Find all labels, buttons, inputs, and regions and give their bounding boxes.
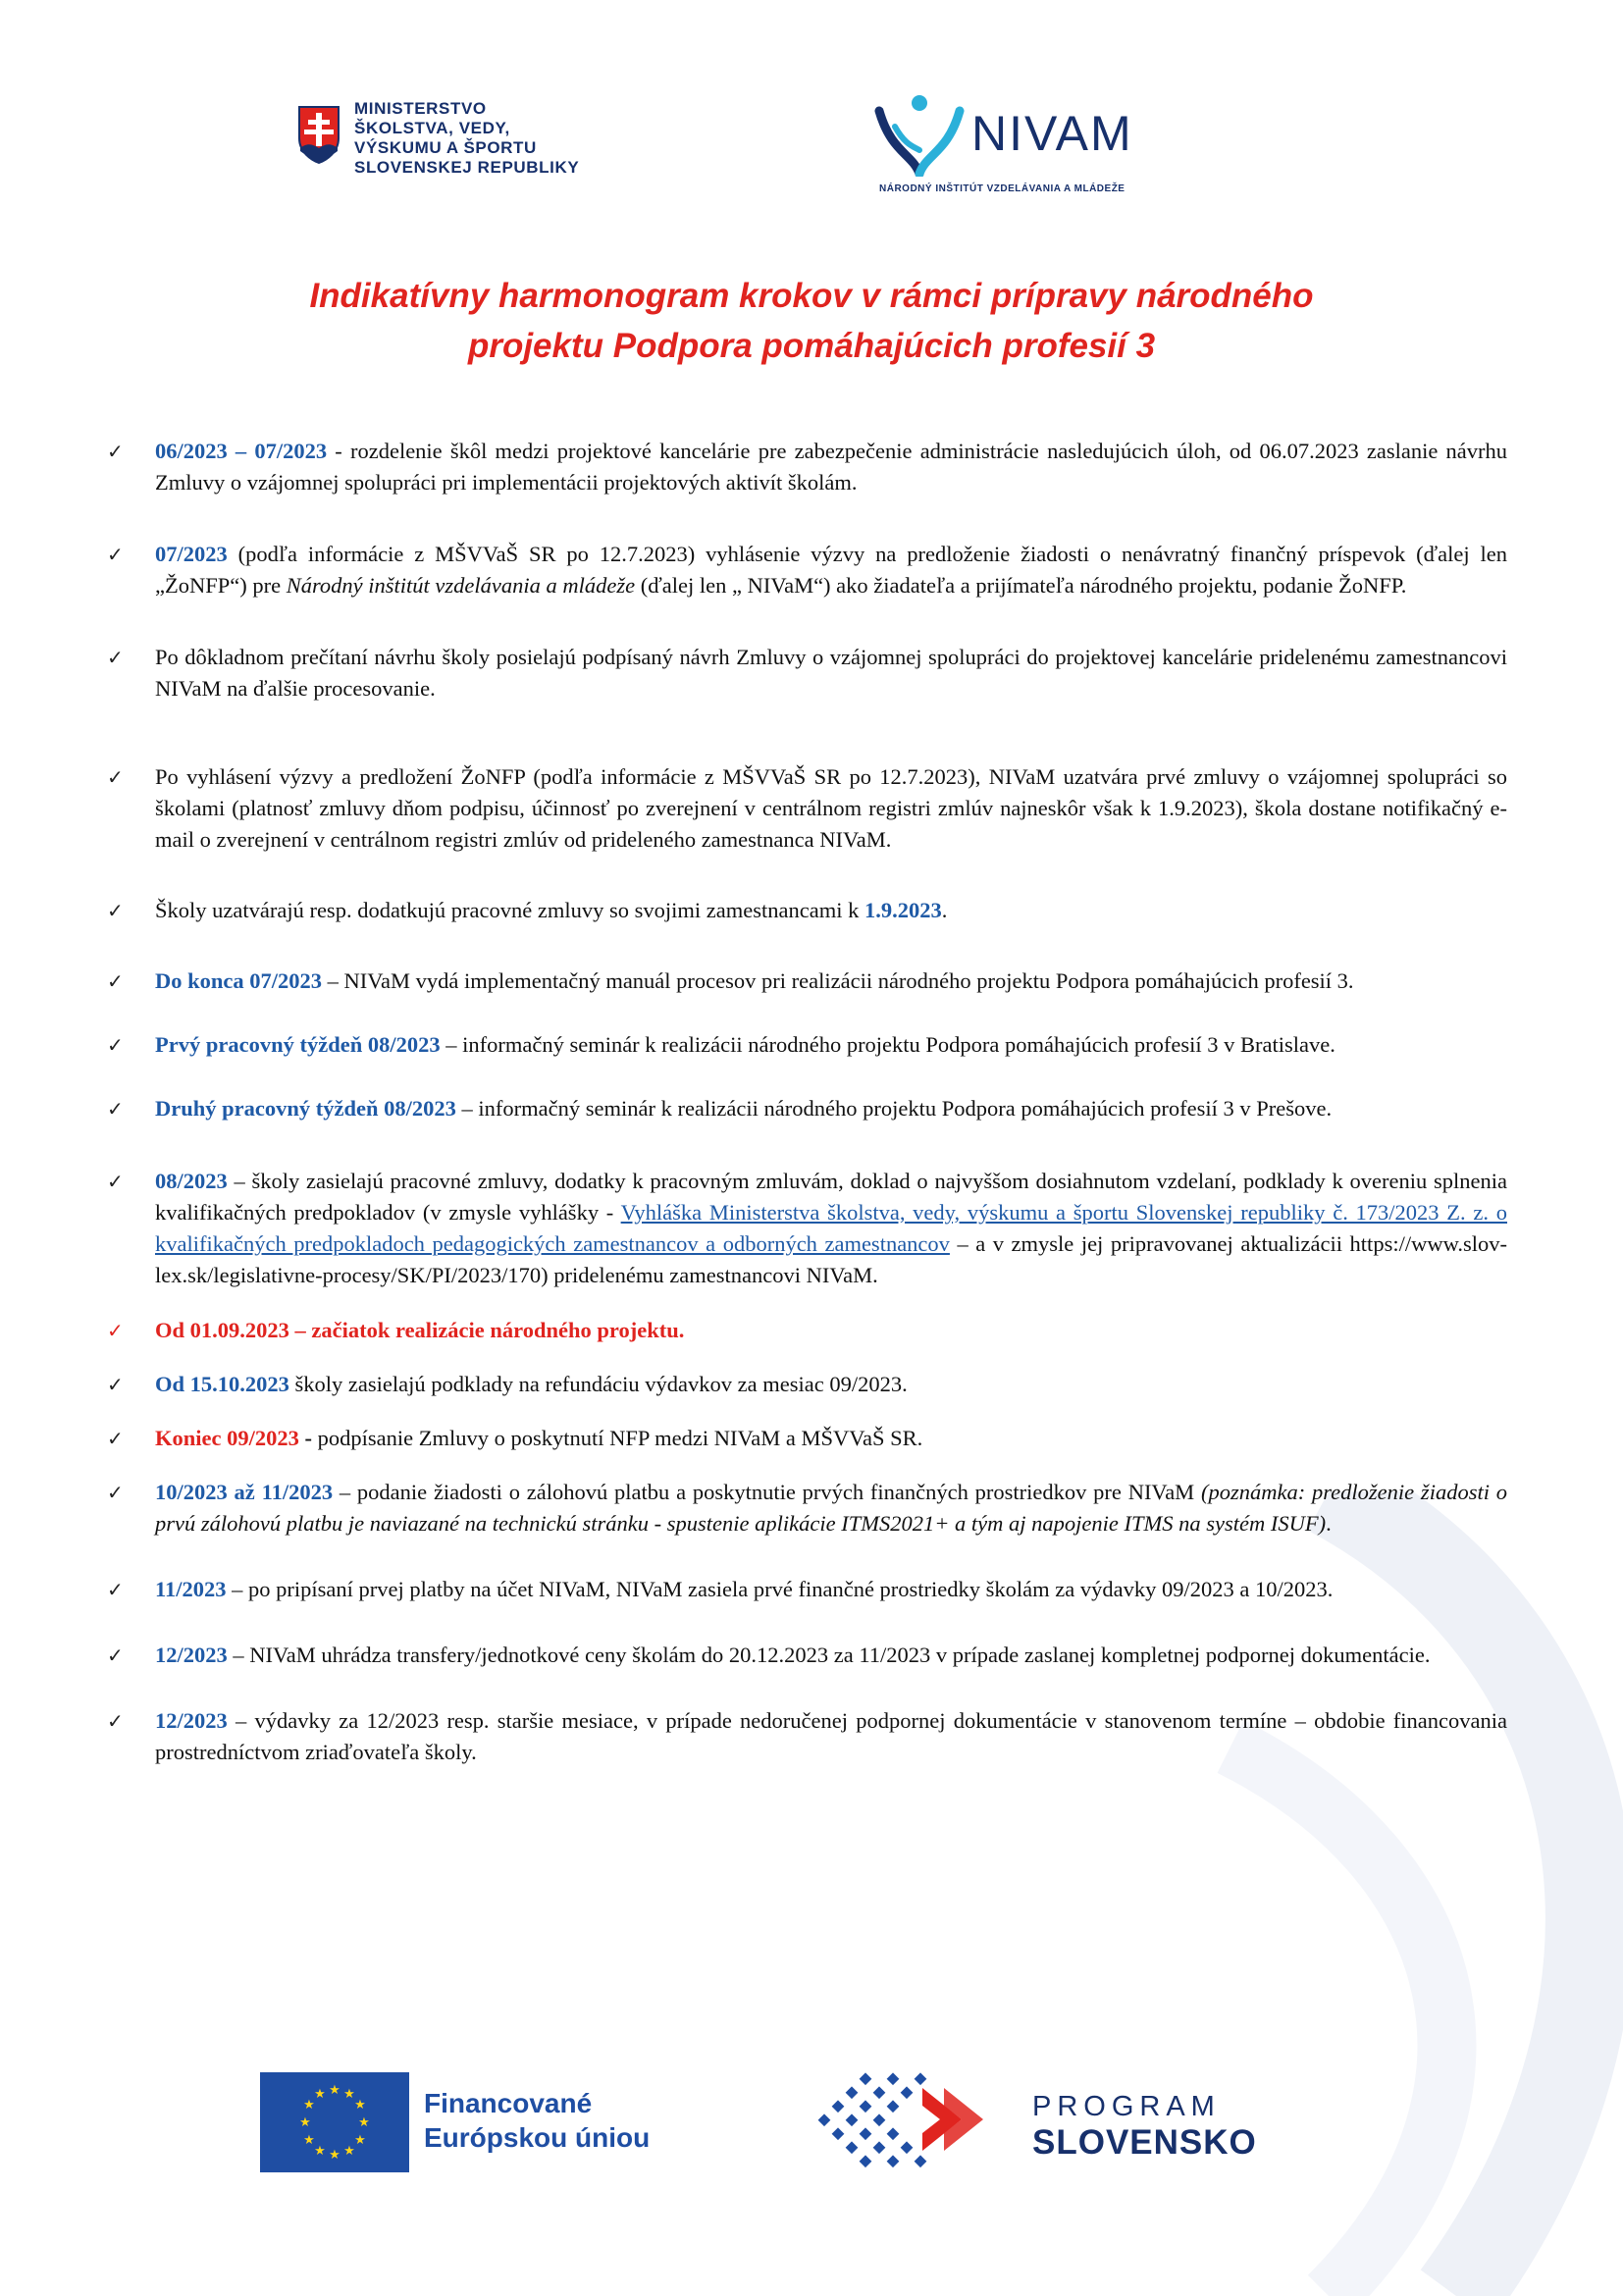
item-text: školy zasielajú podklady na refundáciu výdavkov za mesiac 09/2023. (288, 1372, 908, 1396)
item-text: - rozdelenie škôl medzi projektové kancelárie pre zabezpečenie administrácie nasledujúcich úloh, od 06.07.2023 zaslanie návrhu Zmluvy o vzájomnej spolupráci pri implementácii projektových aktivít školám. (155, 439, 1507, 495)
svg-text:★: ★ (343, 2087, 355, 2102)
svg-text:★: ★ (354, 2133, 366, 2148)
eu-text-line: Financované (424, 2088, 593, 2118)
item-text: (podľa informácie z MŠVVaŠ SR po 12.7.2023) vyhlásenie výzvy na predloženie žiadosti o nenávratný finančný príspevok (ďalej len „ŽoNFP“) pre (155, 542, 1507, 598)
item-date: Druhý pracovný týždeň 08/2023 (155, 1096, 456, 1121)
list-item (104, 1423, 1507, 1454)
item-date: 12/2023 (155, 1643, 228, 1667)
slovensko-text: SLOVENSKO (1032, 2123, 1257, 2162)
eu-text-line: Európskou úniou (424, 2122, 651, 2153)
item-text: – výdavky za 12/2023 resp. staršie mesiace, v prípade nedoručenej podpornej dokumentácie v stanovenom termíne – obdobie financovania prostredníctvom zriaďovateľa školy. (155, 1708, 1507, 1764)
item-date: 10/2023 až 11/2023 (155, 1480, 334, 1504)
item-date: Koniec 09/2023 (155, 1426, 299, 1450)
item-note-italic: (poznámka: predloženie žiadosti o prvú zálohovú platbu je naviazané na technickú stránku - spustenie aplikácie ITMS2021+ a tým aj napojenie ITMS na systém ISUF) (155, 1480, 1507, 1536)
program-text: PROGRAM (1032, 2091, 1221, 2122)
regulation-link[interactable]: Vyhláška Ministerstva školstva, vedy, výskumu a športu Slovenskej republiky č. 173/2023 Z. z. o kvalifikačných predpokladoch pedagogických zamestnancov a odborných zamestnancov (155, 1200, 1507, 1256)
svg-text:★: ★ (329, 2083, 340, 2098)
slovak-crest-icon (297, 105, 340, 164)
list-item (104, 761, 1507, 856)
nivam-logo (873, 93, 1187, 201)
svg-text:★: ★ (299, 2115, 311, 2130)
list-item (104, 1477, 1507, 1539)
svg-text:★: ★ (303, 2133, 315, 2148)
item-date: Prvý pracovný týždeň 08/2023 (155, 1032, 441, 1057)
page-footer (0, 2068, 1623, 2176)
list-item (104, 1369, 1507, 1400)
item-text-italic: Národný inštitút vzdelávania a mládeže (286, 573, 636, 598)
item-text: – školy zasielajú pracovné zmluvy, dodatky k pracovným zmluvám, doklad o najvyššom dosiahnutom vzdelaní, podklady k overeniu splnenia kvalifikačných predpokladov (v zmysle vyhlášky - (155, 1169, 1507, 1225)
check-icon: ✓ (107, 1644, 124, 1667)
check-icon: ✓ (107, 1033, 124, 1057)
list-item (104, 539, 1507, 601)
list-item (104, 1705, 1507, 1768)
page-title (147, 271, 1476, 371)
svg-text:★: ★ (303, 2098, 315, 2113)
item-text: (ďalej len „ NIVaM“) ako žiadateľa a prijímateľa národného projektu, podanie ŽoNFP. (635, 573, 1407, 598)
check-icon: ✓ (107, 1097, 124, 1121)
list-item (104, 1093, 1507, 1124)
svg-text:★: ★ (358, 2115, 370, 2130)
svg-text:★: ★ (314, 2144, 326, 2159)
item-text: – podanie žiadosti o zálohovú platbu a poskytnutie prvých finančných prostriedkov pre NIVaM (333, 1480, 1201, 1504)
item-date: 06/2023 – 07/2023 (155, 439, 328, 463)
list-item (104, 895, 1507, 926)
check-icon: ✓ (107, 1481, 124, 1504)
list-item (104, 1166, 1507, 1291)
check-icon: ✓ (107, 1170, 124, 1193)
item-text: . (941, 898, 948, 922)
check-icon: ✓ (107, 765, 124, 789)
item-highlight: Od 01.09.2023 – začiatok realizácie národného projektu. (155, 1318, 685, 1342)
item-date: Do konca 07/2023 (155, 968, 323, 993)
title-line: projektu Podpora pomáhajúcich profesií 3 (467, 327, 1156, 365)
item-text: – a v zmysle jej pripravovanej aktualizácii https://www.slov-lex.sk/legislativne-procesy/SK/PI/2023/170) pridelenému zamestnancovi NIVaM. (155, 1231, 1507, 1287)
check-icon: ✓ (107, 899, 124, 922)
program-slovensko-icon (814, 2068, 1011, 2176)
list-item (104, 642, 1507, 704)
list-item (104, 1029, 1507, 1061)
nivam-name: NIVAM (971, 106, 1133, 161)
check-icon: ✓ (107, 1427, 124, 1450)
item-text: – NIVaM vydá implementačný manuál procesov pri realizácii národného projektu Podpora pomáhajúcich profesií 3. (322, 968, 1354, 993)
nivam-subtitle: NÁRODNÝ INŠTITÚT VZDELÁVANIA A MLÁDEŽE (879, 183, 1126, 194)
check-icon: ✓ (107, 543, 124, 566)
item-text: Po dôkladnom prečítaní návrhu školy posielajú podpísaný návrh Zmluvy o vzájomnej spolupráci do projektovej kancelárie pridelenému zamestnancovi NIVaM na ďalšie procesovanie. (155, 645, 1507, 701)
item-text: Školy uzatvárajú resp. dodatkujú pracovné zmluvy so svojimi zamestnancami k (155, 898, 864, 922)
item-date: 11/2023 (155, 1577, 227, 1601)
check-icon: ✓ (107, 646, 124, 669)
check-icon: ✓ (107, 440, 124, 463)
item-text: podpísanie Zmluvy o poskytnutí NFP medzi NIVaM a MŠVVaŠ SR. (312, 1426, 923, 1450)
ministry-name-line: MINISTERSTVO (354, 99, 487, 118)
item-text: – informačný seminár k realizácii národného projektu Podpora pomáhajúcich profesií 3 v Prešove. (455, 1096, 1333, 1121)
item-date: 12/2023 (155, 1708, 228, 1733)
item-text: Po vyhlásení výzvy a predložení ŽoNFP (podľa informácie z MŠVVaŠ SR po 12.7.2023), NIVaM uzatvára prvé zmluvy o vzájomnej spolupráci so školami (platnosť zmluvy dňom podpisu, účinnosť po zverejnení v centrálnom registri zmlúv najneskôr však k 1.9.2023), škola dostane notifikačný e-mail o zverejnení v centrálnom registri zmlúv od prideleného zamestnanca NIVaM. (155, 764, 1507, 852)
ministry-name-line: VÝSKUMU A ŠPORTU (354, 138, 537, 157)
ministry-name-line: ŠKOLSTVA, VEDY, (354, 119, 510, 137)
item-text: - (298, 1426, 312, 1450)
list-item (104, 965, 1507, 997)
svg-text:★: ★ (343, 2144, 355, 2159)
eu-flag-icon (260, 2072, 409, 2172)
item-date: Od 15.10.2023 (155, 1372, 289, 1396)
check-icon: ✓ (107, 969, 124, 993)
schedule-list (104, 436, 1507, 1768)
item-text: – po pripísaní prvej platby na účet NIVaM, NIVaM zasiela prvé finančné prostriedky školám za výdavky 09/2023 a 10/2023. (226, 1577, 1334, 1601)
nivam-figure-icon (873, 93, 967, 177)
check-icon: ✓ (107, 1578, 124, 1601)
check-icon: ✓ (107, 1319, 124, 1342)
list-item (104, 1574, 1507, 1605)
svg-text:★: ★ (314, 2087, 326, 2102)
item-date: 07/2023 (155, 542, 228, 566)
ministry-logo (297, 99, 579, 178)
list-item (104, 1315, 1507, 1346)
check-icon: ✓ (107, 1709, 124, 1733)
item-text: . (1326, 1511, 1332, 1536)
check-icon: ✓ (107, 1373, 124, 1396)
svg-text:★: ★ (354, 2098, 366, 2113)
page-header (0, 93, 1623, 221)
item-text: – informačný seminár k realizácii národného projektu Podpora pomáhajúcich profesií 3 v Bratislave. (440, 1032, 1335, 1057)
title-line: Indikatívny harmonogram krokov v rámci prípravy národného (309, 277, 1314, 315)
ministry-name-line: SLOVENSKEJ REPUBLIKY (354, 158, 580, 177)
list-item (104, 436, 1507, 498)
list-item (104, 1640, 1507, 1671)
item-text: – NIVaM uhrádza transfery/jednotkové ceny školám do 20.12.2023 za 11/2023 v prípade zaslanej kompletnej podpornej dokumentácie. (227, 1643, 1431, 1667)
item-date: 1.9.2023 (864, 898, 942, 922)
svg-text:★: ★ (329, 2148, 340, 2163)
item-date: 08/2023 (155, 1169, 228, 1193)
